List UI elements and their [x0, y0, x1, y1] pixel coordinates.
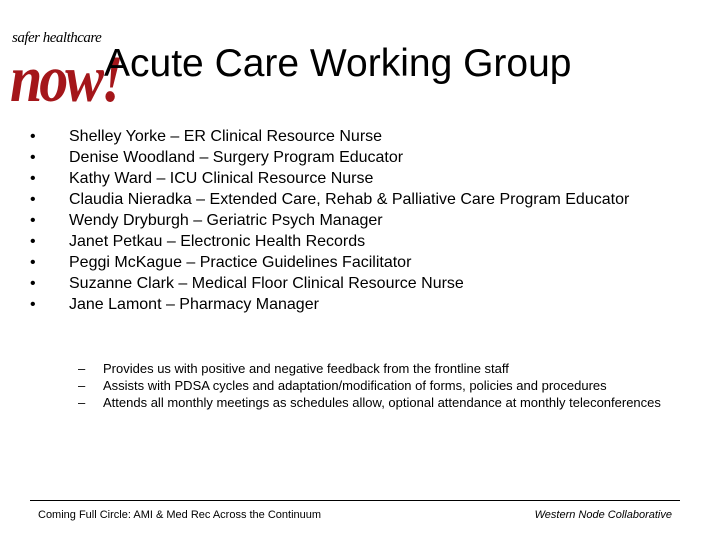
bullet-icon: •: [30, 296, 36, 313]
member-text: Wendy Dryburgh – Geriatric Psych Manager: [69, 212, 383, 229]
slide-title: Acute Care Working Group: [104, 42, 572, 85]
member-text: Peggi McKague – Practice Guidelines Facilitator: [69, 254, 412, 271]
footer-presentation-title: Coming Full Circle: AMI & Med Rec Across the Continuum: [38, 509, 322, 521]
list-item: [78, 379, 678, 393]
list-item: [30, 212, 670, 229]
member-text: Claudia Nieradka – Extended Care, Rehab & Palliative Care Program Educator: [69, 191, 630, 208]
dash-icon: –: [78, 378, 86, 393]
footer-organization: Western Node Collaborative: [534, 509, 672, 521]
bullet-icon: •: [30, 254, 36, 271]
list-item: [30, 128, 670, 145]
logo-mark: now!: [10, 41, 121, 117]
dash-icon: –: [78, 361, 86, 376]
bullet-icon: •: [30, 170, 36, 187]
member-list: [30, 128, 670, 317]
footer-divider: [30, 500, 680, 501]
dash-icon: –: [78, 395, 86, 410]
list-item: [78, 362, 678, 376]
bullet-icon: •: [30, 233, 36, 250]
list-item: [30, 191, 670, 208]
bullet-icon: •: [30, 191, 36, 208]
note-text: Assists with PDSA cycles and adaptation/modification of forms, policies and procedures: [103, 378, 607, 393]
list-item: [30, 275, 670, 292]
bullet-icon: •: [30, 275, 36, 292]
member-text: Denise Woodland – Surgery Program Educator: [69, 149, 404, 166]
role-notes-list: [78, 362, 678, 413]
list-item: [30, 296, 670, 313]
member-text: Jane Lamont – Pharmacy Manager: [69, 296, 319, 313]
safer-healthcare-now-logo: [8, 12, 121, 117]
bullet-icon: •: [30, 128, 36, 145]
member-text: Kathy Ward – ICU Clinical Resource Nurse: [69, 170, 374, 187]
member-text: Janet Petkau – Electronic Health Records: [69, 233, 366, 250]
note-text: Attends all monthly meetings as schedules allow, optional attendance at monthly teleconferences: [103, 395, 661, 410]
member-text: Suzanne Clark – Medical Floor Clinical Resource Nurse: [69, 275, 464, 292]
bullet-icon: •: [30, 212, 36, 229]
list-item: [30, 170, 670, 187]
list-item: [30, 254, 670, 271]
list-item: [78, 396, 678, 410]
list-item: [30, 149, 670, 166]
member-text: Shelley Yorke – ER Clinical Resource Nurse: [69, 128, 383, 145]
list-item: [30, 233, 670, 250]
bullet-icon: •: [30, 149, 36, 166]
note-text: Provides us with positive and negative feedback from the frontline staff: [103, 361, 509, 376]
logo-tagline: safer healthcare: [12, 30, 102, 46]
